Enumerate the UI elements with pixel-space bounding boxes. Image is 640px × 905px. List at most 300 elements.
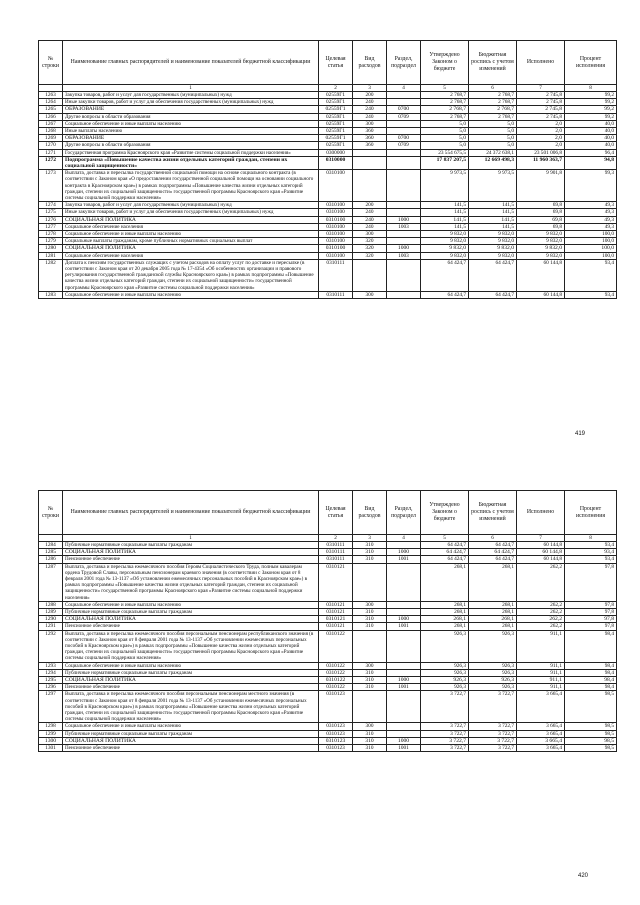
row-vid: 320	[353, 245, 387, 252]
row-vid: 310	[353, 549, 387, 556]
row-budget: 5,0	[469, 142, 517, 149]
row-number: 1266	[39, 113, 63, 120]
table-row	[39, 737, 617, 744]
row-target: 0310123	[319, 745, 353, 752]
row-target: 02559Г1	[319, 142, 353, 149]
table-row	[39, 135, 617, 142]
row-name: СОЦИАЛЬНАЯ ПОЛИТИКА	[63, 616, 319, 623]
table-row	[39, 662, 617, 669]
row-approved: 3 722,7	[421, 745, 469, 752]
row-pct: 98,5	[565, 730, 617, 737]
row-approved: 5,0	[421, 142, 469, 149]
row-target: 0310121	[319, 563, 353, 601]
header-pct: Процент исполнения	[565, 491, 617, 535]
row-budget: 268,1	[469, 563, 517, 601]
header-razdel: Раздел, подраздел	[387, 491, 421, 535]
row-vid: 300	[353, 120, 387, 127]
row-vid: 300	[353, 291, 387, 298]
row-name: Выплата, доставка и пересылка ежемесячного пособия персональным пенсионерам республиканского значения (в соответствии с Законом края от 8 февраля 2001 года № 13-1137 «Об установлении ежемесячных персональных пособий в Красноярском крае») в рамках подпрограммы «Повышение качества жизни отдельных категорий граждан, степени их социальной защищенности» государственной программы Красноярского края «Развитие системы социальной поддержки населения»	[63, 630, 319, 662]
row-razdel	[387, 730, 421, 737]
row-approved: 268,1	[421, 609, 469, 616]
page-number-2: 420	[578, 873, 589, 879]
row-number: 1300	[39, 737, 63, 744]
header-done: Исполнено	[517, 41, 565, 85]
row-budget: 9 973,5	[469, 170, 517, 202]
row-name: Другие вопросы в области образования	[63, 113, 319, 120]
row-razdel	[387, 291, 421, 298]
row-approved: 9 832,0	[421, 231, 469, 238]
row-budget: 9 832,0	[469, 238, 517, 245]
row-approved: 9 832,0	[421, 245, 469, 252]
row-number: 1289	[39, 609, 63, 616]
row-number: 1273	[39, 170, 63, 202]
header-pct: Процент исполнения	[565, 41, 617, 85]
row-razdel	[387, 609, 421, 616]
row-pct: 40,0	[565, 120, 617, 127]
row-number: 1301	[39, 745, 63, 752]
row-done: 2,0	[517, 135, 565, 142]
row-target: 02559Г1	[319, 106, 353, 113]
row-razdel: 1000	[387, 549, 421, 556]
row-razdel	[387, 542, 421, 549]
row-name: СОЦИАЛЬНАЯ ПОЛИТИКА	[63, 677, 319, 684]
row-approved: 141,5	[421, 223, 469, 230]
row-pct: 94,8	[565, 156, 617, 169]
row-budget: 24 372 638,1	[469, 149, 517, 156]
row-razdel	[387, 99, 421, 106]
row-pct: 97,8	[565, 563, 617, 601]
row-number: 1275	[39, 209, 63, 216]
row-budget: 12 669 498,3	[469, 156, 517, 169]
row-target: 0310123	[319, 691, 353, 723]
table-row	[39, 209, 617, 216]
row-razdel	[387, 669, 421, 676]
row-done: 9 832,0	[517, 245, 565, 252]
row-approved: 268,1	[421, 601, 469, 608]
row-done: 2,0	[517, 120, 565, 127]
row-approved: 5,0	[421, 135, 469, 142]
row-vid: 300	[353, 601, 387, 608]
row-budget: 268,1	[469, 609, 517, 616]
row-pct: 49,3	[565, 209, 617, 216]
budget-table-2	[38, 490, 617, 752]
row-name: ОБРАЗОВАНИЕ	[63, 135, 319, 142]
column-numbers: 1 2 3 4 5 6 7 8	[39, 535, 617, 542]
row-approved: 2 768,7	[421, 92, 469, 99]
row-number: 1263	[39, 92, 63, 99]
row-done: 69,8	[517, 223, 565, 230]
row-name: СОЦИАЛЬНАЯ ПОЛИТИКА	[63, 245, 319, 252]
row-approved: 268,1	[421, 623, 469, 630]
row-razdel: 1000	[387, 737, 421, 744]
header-vid: Вид расходов	[353, 41, 387, 85]
row-done: 60 144,8	[517, 549, 565, 556]
row-razdel	[387, 202, 421, 209]
row-razdel	[387, 238, 421, 245]
row-target: 0310111	[319, 549, 353, 556]
row-number: 1291	[39, 623, 63, 630]
row-name: Социальное обеспечение и иные выплаты населению	[63, 723, 319, 730]
row-approved: 3 722,7	[421, 730, 469, 737]
row-vid: 310	[353, 684, 387, 691]
row-pct: 99,2	[565, 113, 617, 120]
row-number: 1297	[39, 691, 63, 723]
row-pct: 93,4	[565, 556, 617, 563]
row-vid: 240	[353, 209, 387, 216]
header-target: Целевая статья	[319, 491, 353, 535]
row-approved: 141,5	[421, 209, 469, 216]
row-approved: 9 832,0	[421, 238, 469, 245]
row-approved: 5,0	[421, 128, 469, 135]
row-budget: 9 832,0	[469, 245, 517, 252]
table-row	[39, 92, 617, 99]
row-number: 1271	[39, 149, 63, 156]
row-done: 2 745,8	[517, 99, 565, 106]
row-pct: 93,4	[565, 291, 617, 298]
row-pct: 99,3	[565, 170, 617, 202]
row-target: 0310122	[319, 630, 353, 662]
row-pct: 40,0	[565, 142, 617, 149]
table-row	[39, 609, 617, 616]
budget-table-1	[38, 40, 617, 299]
row-target: 0310121	[319, 609, 353, 616]
row-done: 60 144,8	[517, 542, 565, 549]
row-vid: 240	[353, 106, 387, 113]
table-row	[39, 238, 617, 245]
row-pct: 93,4	[565, 542, 617, 549]
row-pct: 97,8	[565, 623, 617, 630]
header-approved: Утверждено Законом о бюджете	[421, 41, 469, 85]
row-number: 1294	[39, 669, 63, 676]
row-target: 0310122	[319, 677, 353, 684]
row-name: СОЦИАЛЬНАЯ ПОЛИТИКА	[63, 549, 319, 556]
row-done: 2 745,8	[517, 113, 565, 120]
row-razdel: 0709	[387, 142, 421, 149]
row-number: 1290	[39, 616, 63, 623]
row-number: 1278	[39, 231, 63, 238]
row-vid: 240	[353, 216, 387, 223]
row-vid	[353, 170, 387, 202]
row-razdel	[387, 92, 421, 99]
row-name: Социальное обеспечение населения	[63, 223, 319, 230]
row-budget: 2 768,7	[469, 99, 517, 106]
row-name: Публичные нормативные социальные выплаты гражданам	[63, 542, 319, 549]
row-approved: 926,3	[421, 662, 469, 669]
row-razdel: 1001	[387, 556, 421, 563]
row-budget: 5,0	[469, 128, 517, 135]
row-name: Пенсионное обеспечение	[63, 623, 319, 630]
row-pct: 98,4	[565, 684, 617, 691]
row-pct: 100,0	[565, 245, 617, 252]
row-done: 2,0	[517, 128, 565, 135]
row-pct: 49,3	[565, 223, 617, 230]
row-pct: 99,2	[565, 99, 617, 106]
page-2	[38, 490, 616, 752]
row-target: 0310100	[319, 202, 353, 209]
row-target: 0310111	[319, 291, 353, 298]
row-budget: 9 832,0	[469, 252, 517, 259]
row-done: 69,8	[517, 216, 565, 223]
row-pct: 98,4	[565, 677, 617, 684]
table-row	[39, 630, 617, 662]
row-budget: 926,3	[469, 630, 517, 662]
row-budget: 3 722,7	[469, 745, 517, 752]
row-razdel: 0709	[387, 113, 421, 120]
row-done: 23 501 006,8	[517, 149, 565, 156]
row-approved: 64 424,7	[421, 259, 469, 291]
row-target: 0310100	[319, 252, 353, 259]
row-name: Доплата к пенсиям государственных служащих с учетом расходов на оплату услуг по доставке и пересылке (в соответствии с Законом края от 20 декабря 2005 года № 17-4354 «Об особенностях организации и правового регулирования государственной гражданской службы Красноярского края») в рамках подпрограммы «Повышение качества жизни отдельных категорий граждан, степени их социальной защищенности» государственной программы Красноярского края «Развитие системы социальной поддержки населения»	[63, 259, 319, 291]
row-budget: 926,3	[469, 669, 517, 676]
row-vid	[353, 630, 387, 662]
table-row	[39, 128, 617, 135]
table-row	[39, 623, 617, 630]
table-row	[39, 723, 617, 730]
row-done: 9 832,0	[517, 238, 565, 245]
row-vid: 310	[353, 730, 387, 737]
row-approved: 3 722,7	[421, 723, 469, 730]
row-razdel: 1000	[387, 216, 421, 223]
row-done: 60 144,8	[517, 556, 565, 563]
row-target: 0310123	[319, 737, 353, 744]
row-target: 0310100	[319, 238, 353, 245]
row-done: 60 144,8	[517, 291, 565, 298]
row-name: Иные выплаты населению	[63, 128, 319, 135]
row-approved: 141,5	[421, 202, 469, 209]
header-approved: Утверждено Законом о бюджете	[421, 491, 469, 535]
row-name: СОЦИАЛЬНАЯ ПОЛИТИКА	[63, 216, 319, 223]
row-vid: 310	[353, 623, 387, 630]
row-vid: 200	[353, 202, 387, 209]
row-vid: 310	[353, 556, 387, 563]
row-vid: 360	[353, 128, 387, 135]
row-budget: 3 722,7	[469, 691, 517, 723]
row-vid: 310	[353, 737, 387, 744]
row-vid	[353, 156, 387, 169]
row-done: 911,1	[517, 662, 565, 669]
row-done: 3 665,4	[517, 745, 565, 752]
row-razdel	[387, 209, 421, 216]
table-row	[39, 216, 617, 223]
table-row	[39, 691, 617, 723]
row-budget: 141,5	[469, 216, 517, 223]
table-body-1	[39, 92, 617, 299]
row-number: 1276	[39, 216, 63, 223]
row-target: 0310100	[319, 231, 353, 238]
row-approved: 2 768,7	[421, 113, 469, 120]
row-budget: 64 424,7	[469, 549, 517, 556]
row-pct: 98,4	[565, 630, 617, 662]
row-budget: 64 424,7	[469, 542, 517, 549]
row-vid	[353, 563, 387, 601]
row-razdel	[387, 259, 421, 291]
row-approved: 17 837 207,5	[421, 156, 469, 169]
row-vid: 310	[353, 542, 387, 549]
row-target: 0300000	[319, 149, 353, 156]
row-budget: 268,1	[469, 601, 517, 608]
row-target: 02559Г1	[319, 135, 353, 142]
table-row	[39, 142, 617, 149]
row-budget: 3 722,7	[469, 737, 517, 744]
row-number: 1299	[39, 730, 63, 737]
row-name: Социальное обеспечение и иные выплаты населению	[63, 601, 319, 608]
header-name: Наименование главных распорядителей и наименование показателей бюджетной классификации	[63, 41, 319, 85]
table-row	[39, 677, 617, 684]
row-pct: 98,5	[565, 737, 617, 744]
header-target: Целевая статья	[319, 41, 353, 85]
row-budget: 141,5	[469, 202, 517, 209]
row-budget: 141,5	[469, 223, 517, 230]
row-name: Публичные нормативные социальные выплаты гражданам	[63, 609, 319, 616]
row-razdel	[387, 662, 421, 669]
row-number: 1288	[39, 601, 63, 608]
table-row	[39, 549, 617, 556]
row-number: 1282	[39, 259, 63, 291]
row-budget: 2 768,7	[469, 106, 517, 113]
row-done: 911,1	[517, 669, 565, 676]
row-razdel	[387, 723, 421, 730]
row-number: 1286	[39, 556, 63, 563]
row-approved: 64 424,7	[421, 556, 469, 563]
row-done: 3 665,4	[517, 723, 565, 730]
page-1	[38, 40, 616, 299]
row-name: Социальное обеспечение населения	[63, 252, 319, 259]
row-approved: 3 722,7	[421, 691, 469, 723]
row-done: 2 745,8	[517, 92, 565, 99]
table-row	[39, 745, 617, 752]
row-name: Пенсионное обеспечение	[63, 684, 319, 691]
table-row	[39, 113, 617, 120]
row-target: 0310100	[319, 245, 353, 252]
row-pct: 49,3	[565, 216, 617, 223]
table-row	[39, 252, 617, 259]
row-target: 02559Г1	[319, 128, 353, 135]
row-name: Иные закупки товаров, работ и услуг для обеспечения государственных (муниципальных) нужд	[63, 209, 319, 216]
row-approved: 23 554 675,5	[421, 149, 469, 156]
row-approved: 926,3	[421, 669, 469, 676]
row-target: 0310111	[319, 542, 353, 549]
table-row	[39, 170, 617, 202]
table-row	[39, 202, 617, 209]
row-vid	[353, 149, 387, 156]
row-vid: 200	[353, 92, 387, 99]
row-approved: 3 722,7	[421, 737, 469, 744]
table-row	[39, 684, 617, 691]
row-razdel	[387, 170, 421, 202]
row-vid: 310	[353, 616, 387, 623]
row-name: Закупка товаров, работ и услуг для государственных (муниципальных) нужд	[63, 92, 319, 99]
row-vid: 360	[353, 135, 387, 142]
row-name: Пенсионное обеспечение	[63, 745, 319, 752]
row-approved: 64 424,7	[421, 542, 469, 549]
row-pct: 96,4	[565, 149, 617, 156]
row-done: 3 665,4	[517, 691, 565, 723]
table-row	[39, 156, 617, 169]
row-number: 1281	[39, 252, 63, 259]
row-approved: 926,3	[421, 684, 469, 691]
row-done: 911,1	[517, 684, 565, 691]
table-row	[39, 601, 617, 608]
row-name: Государственная программа Красноярского края «Развитие системы социальной поддержки населения»	[63, 149, 319, 156]
row-budget: 64 424,7	[469, 259, 517, 291]
row-vid	[353, 259, 387, 291]
row-pct: 40,0	[565, 135, 617, 142]
row-name: Пенсионное обеспечение	[63, 556, 319, 563]
row-pct: 97,8	[565, 609, 617, 616]
row-pct: 97,8	[565, 601, 617, 608]
table-row	[39, 259, 617, 291]
row-pct: 100,0	[565, 231, 617, 238]
row-razdel	[387, 120, 421, 127]
row-number: 1272	[39, 156, 63, 169]
row-vid: 360	[353, 142, 387, 149]
row-pct: 100,0	[565, 252, 617, 259]
row-vid: 300	[353, 662, 387, 669]
header-budget: Бюджетная роспись с учетом изменений	[469, 491, 517, 535]
row-razdel: 1001	[387, 623, 421, 630]
row-vid: 300	[353, 231, 387, 238]
column-numbers: 1 2 3 4 5 6 7 8	[39, 85, 617, 92]
row-pct: 93,4	[565, 549, 617, 556]
row-budget: 268,1	[469, 616, 517, 623]
table-row	[39, 730, 617, 737]
row-number: 1284	[39, 542, 63, 549]
row-pct: 98,5	[565, 723, 617, 730]
table-body-2	[39, 542, 617, 752]
row-approved: 64 424,7	[421, 291, 469, 298]
row-number: 1296	[39, 684, 63, 691]
row-razdel	[387, 563, 421, 601]
row-name: Публичные нормативные социальные выплаты гражданам	[63, 730, 319, 737]
row-pct: 97,8	[565, 616, 617, 623]
row-approved: 2 768,7	[421, 99, 469, 106]
row-number: 1293	[39, 662, 63, 669]
row-target: 02559Г1	[319, 92, 353, 99]
table-row	[39, 556, 617, 563]
row-number: 1279	[39, 238, 63, 245]
row-approved: 5,0	[421, 120, 469, 127]
row-target: 02559Г1	[319, 120, 353, 127]
row-razdel: 1000	[387, 245, 421, 252]
row-done: 9 832,0	[517, 231, 565, 238]
row-done: 262,2	[517, 601, 565, 608]
row-vid: 300	[353, 723, 387, 730]
row-target: 0310100	[319, 223, 353, 230]
row-name: Социальное обеспечение и иные выплаты населению	[63, 662, 319, 669]
row-number: 1267	[39, 120, 63, 127]
row-razdel	[387, 231, 421, 238]
row-vid: 310	[353, 669, 387, 676]
row-budget: 3 722,7	[469, 730, 517, 737]
row-razdel: 1001	[387, 745, 421, 752]
row-target: 0310121	[319, 623, 353, 630]
row-number: 1285	[39, 549, 63, 556]
row-done: 262,2	[517, 609, 565, 616]
row-number: 1264	[39, 99, 63, 106]
row-razdel: 1000	[387, 677, 421, 684]
row-budget: 2 768,7	[469, 92, 517, 99]
row-approved: 268,1	[421, 616, 469, 623]
row-target: 0310100	[319, 170, 353, 202]
row-name: Социальное обеспечение и иные выплаты населению	[63, 120, 319, 127]
row-target: 0310100	[319, 209, 353, 216]
table-row	[39, 231, 617, 238]
row-pct: 93,4	[565, 259, 617, 291]
row-razdel: 1000	[387, 616, 421, 623]
row-target: 0310111	[319, 556, 353, 563]
table-row	[39, 223, 617, 230]
row-number: 1295	[39, 677, 63, 684]
